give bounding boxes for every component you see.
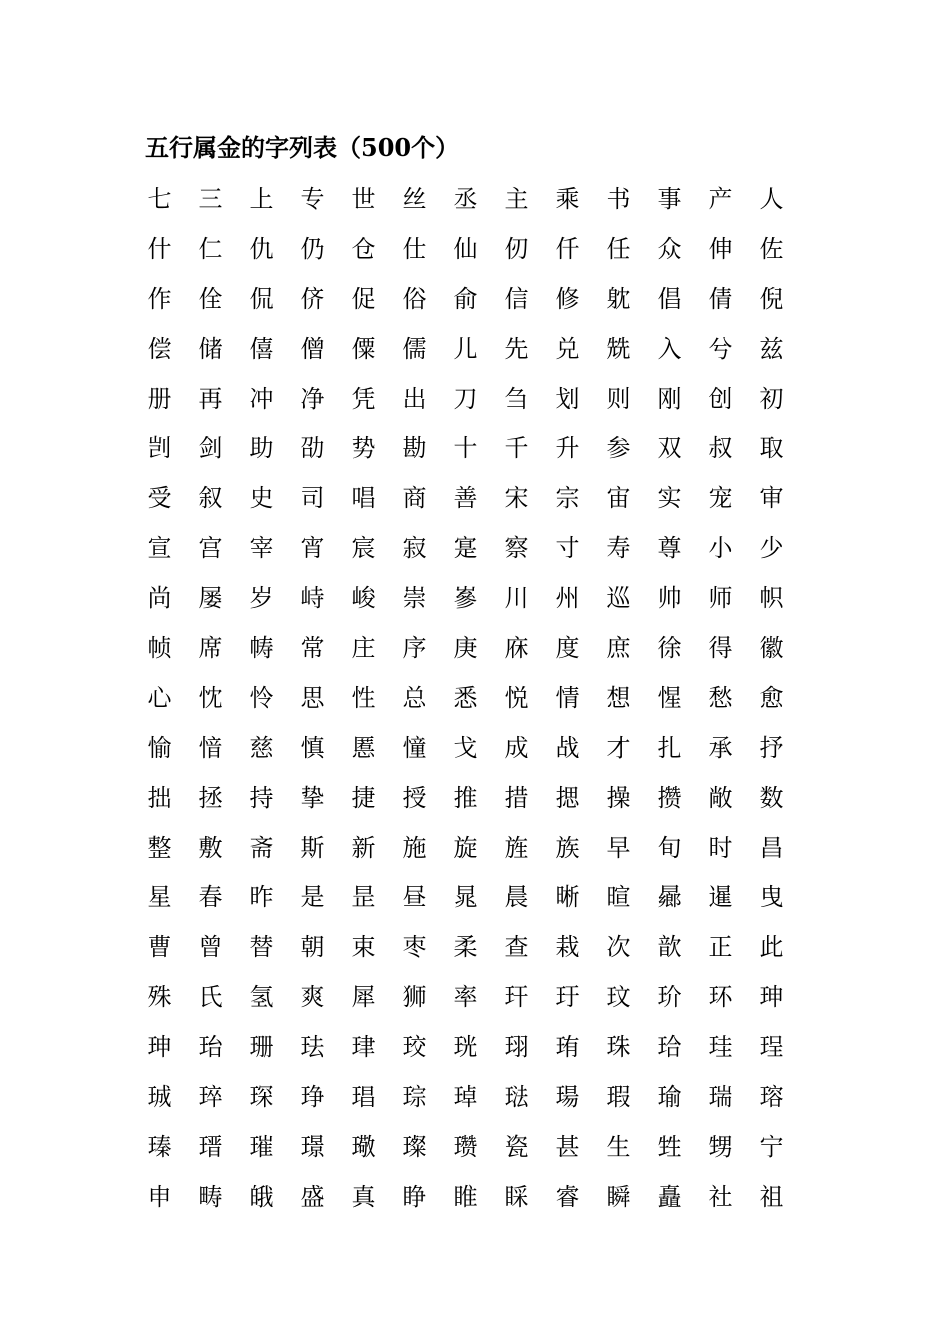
- character-cell: 惺: [657, 683, 682, 712]
- character-cell: 庚: [453, 633, 478, 662]
- character-cell: 再: [198, 384, 223, 413]
- character-cell: 曏: [657, 883, 682, 912]
- character-cell: 侪: [300, 284, 325, 313]
- character-cell: 专: [300, 184, 325, 213]
- character-cell: 司: [300, 484, 325, 513]
- character-cell: 柔: [453, 933, 478, 962]
- character-cell: 畴: [198, 1182, 223, 1211]
- character-cell: 珊: [249, 1033, 274, 1062]
- character-cell: 珵: [759, 1033, 784, 1062]
- character-cell: 性: [351, 683, 376, 712]
- character-cell: 持: [249, 783, 274, 812]
- character-cell: 仍: [300, 234, 325, 263]
- character-cell: 拯: [198, 783, 223, 812]
- character-cell: 徽: [759, 633, 784, 662]
- character-cell: 任: [606, 234, 631, 263]
- character-cell: 宙: [606, 484, 631, 513]
- character-cell: 寂: [402, 534, 427, 563]
- character-cell: 殊: [147, 983, 172, 1012]
- character-cell: 珪: [708, 1033, 733, 1062]
- character-cell: 珒: [351, 1033, 376, 1062]
- character-cell: 珐: [300, 1033, 325, 1062]
- character-cell: 受: [147, 484, 172, 513]
- character-cell: 愁: [708, 683, 733, 712]
- character-cell: 施: [402, 833, 427, 862]
- character-cell: 春: [198, 883, 223, 912]
- character-cell: 宫: [198, 534, 223, 563]
- character-cell: 则: [606, 384, 631, 413]
- character-cell: 瞬: [606, 1182, 631, 1211]
- character-cell: 措: [504, 783, 529, 812]
- character-cell: 川: [504, 584, 529, 613]
- character-cell: 珅: [147, 1033, 172, 1062]
- character-cell: 丞: [453, 184, 478, 213]
- character-cell: 栽: [555, 933, 580, 962]
- character-cell: 犀: [351, 983, 376, 1012]
- character-cell: 上: [249, 184, 274, 213]
- character-cell: 情: [555, 683, 580, 712]
- character-cell: 珠: [606, 1033, 631, 1062]
- character-cell: 珖: [453, 1033, 478, 1062]
- character-cell: 察: [504, 534, 529, 563]
- character-cell: 战: [555, 733, 580, 762]
- character-cell: 少: [759, 534, 784, 563]
- character-cell: 族: [555, 833, 580, 862]
- character-cell: 审: [759, 484, 784, 513]
- character-row: [134, 823, 798, 873]
- character-cell: 盛: [300, 1182, 325, 1211]
- character-cell: 入: [657, 334, 682, 363]
- character-cell: 寔: [453, 534, 478, 563]
- character-cell: 宰: [249, 534, 274, 563]
- character-cell: 丝: [402, 184, 427, 213]
- character-cell: 愈: [759, 683, 784, 712]
- character-cell: 悉: [453, 683, 478, 712]
- character-cell: 劭: [300, 434, 325, 463]
- character-cell: 得: [708, 633, 733, 662]
- character-cell: 取: [759, 434, 784, 463]
- character-cell: 瑕: [606, 1082, 631, 1111]
- character-cell: 佺: [198, 284, 223, 313]
- character-cell: 岁: [249, 584, 274, 613]
- character-cell: 伸: [708, 234, 733, 263]
- character-cell: 众: [657, 234, 682, 263]
- character-cell: 嵾: [453, 584, 478, 613]
- character-cell: 帧: [147, 633, 172, 662]
- character-cell: 兟: [606, 334, 631, 363]
- character-cell: 势: [351, 434, 376, 463]
- character-cell: 数: [759, 783, 784, 812]
- character-cell: 划: [555, 384, 580, 413]
- character-cell: 珝: [504, 1033, 529, 1062]
- character-cell: 庥: [504, 633, 529, 662]
- character-cell: 曾: [198, 933, 223, 962]
- character-cell: 查: [504, 933, 529, 962]
- character-cell: 双: [657, 434, 682, 463]
- character-cell: 帜: [759, 584, 784, 613]
- character-cell: 珹: [147, 1082, 172, 1111]
- character-cell: 社: [708, 1182, 733, 1211]
- character-cell: 琸: [453, 1082, 478, 1111]
- character-cell: 思: [300, 683, 325, 712]
- character-cell: 兮: [708, 334, 733, 363]
- character-cell: 峻: [351, 584, 376, 613]
- character-cell: 晨: [504, 883, 529, 912]
- character-cell: 睬: [504, 1182, 529, 1211]
- character-cell: 新: [351, 833, 376, 862]
- character-cell: 宵: [300, 534, 325, 563]
- character-cell: 揌: [555, 783, 580, 812]
- character-row: [134, 423, 798, 473]
- character-row: [134, 174, 798, 224]
- character-cell: 尚: [147, 584, 172, 613]
- character-cell: 昰: [351, 883, 376, 912]
- character-row: [134, 224, 798, 274]
- character-cell: 宸: [351, 534, 376, 563]
- character-cell: 倪: [759, 284, 784, 313]
- character-cell: 实: [657, 484, 682, 513]
- character-cell: 侃: [249, 284, 274, 313]
- character-row: [134, 374, 798, 424]
- character-cell: 书: [606, 184, 631, 213]
- character-cell: 早: [606, 833, 631, 862]
- character-cell: 徐: [657, 633, 682, 662]
- character-cell: 成: [504, 733, 529, 762]
- character-cell: 戈: [453, 733, 478, 762]
- character-cell: 仟: [555, 234, 580, 263]
- character-cell: 宣: [147, 534, 172, 563]
- character-cell: 承: [708, 733, 733, 762]
- character-cell: 晁: [453, 883, 478, 912]
- character-cell: 庶: [606, 633, 631, 662]
- character-cell: 生: [606, 1132, 631, 1161]
- character-cell: 僖: [249, 334, 274, 363]
- character-row: [134, 523, 798, 573]
- character-row: [134, 623, 798, 673]
- character-cell: 敞: [708, 783, 733, 812]
- character-cell: 序: [402, 633, 427, 662]
- character-cell: 斋: [249, 833, 274, 862]
- character-row: [134, 573, 798, 623]
- character-cell: 慎: [300, 733, 325, 762]
- character-cell: 心: [147, 683, 172, 712]
- character-cell: 玠: [657, 983, 682, 1012]
- character-cell: 三: [198, 184, 223, 213]
- character-row: [134, 922, 798, 972]
- character-cell: 什: [147, 234, 172, 263]
- character-cell: 瑢: [759, 1082, 784, 1111]
- character-cell: 瓷: [504, 1132, 529, 1161]
- character-cell: 促: [351, 284, 376, 313]
- character-cell: 帅: [657, 584, 682, 613]
- character-cell: 躭: [606, 284, 631, 313]
- character-cell: 正: [708, 933, 733, 962]
- character-row: [134, 1022, 798, 1072]
- character-cell: 乘: [555, 184, 580, 213]
- character-row: [134, 1072, 798, 1122]
- character-cell: 才: [606, 733, 631, 762]
- character-cell: 修: [555, 284, 580, 313]
- character-cell: 琤: [300, 1082, 325, 1111]
- character-cell: 仙: [453, 234, 478, 263]
- character-cell: 凭: [351, 384, 376, 413]
- character-cell: 偿: [147, 334, 172, 363]
- character-cell: 屡: [198, 584, 223, 613]
- character-cell: 仇: [249, 234, 274, 263]
- character-cell: 助: [249, 434, 274, 463]
- character-cell: 矗: [657, 1182, 682, 1211]
- character-cell: 善: [453, 484, 478, 513]
- character-cell: 甚: [555, 1132, 580, 1161]
- character-cell: 寸: [555, 534, 580, 563]
- character-cell: 俞: [453, 284, 478, 313]
- character-cell: 皒: [249, 1182, 274, 1211]
- character-cell: 斯: [300, 833, 325, 862]
- character-cell: 师: [708, 584, 733, 613]
- character-cell: 仁: [198, 234, 223, 263]
- character-grid: [134, 174, 798, 1222]
- character-cell: 珅: [759, 983, 784, 1012]
- character-cell: 唱: [351, 484, 376, 513]
- character-cell: 仓: [351, 234, 376, 263]
- character-cell: 琩: [351, 1082, 376, 1111]
- character-cell: 璀: [249, 1132, 274, 1161]
- character-cell: 宋: [504, 484, 529, 513]
- character-cell: 七: [147, 184, 172, 213]
- character-cell: 珨: [657, 1033, 682, 1062]
- character-cell: 册: [147, 384, 172, 413]
- character-cell: 初: [759, 384, 784, 413]
- character-cell: 倡: [657, 284, 682, 313]
- character-cell: 悦: [504, 683, 529, 712]
- character-cell: 暄: [606, 883, 631, 912]
- character-cell: 此: [759, 933, 784, 962]
- character-cell: 事: [657, 184, 682, 213]
- character-cell: 憧: [402, 733, 427, 762]
- character-cell: 次: [606, 933, 631, 962]
- character-cell: 抒: [759, 733, 784, 762]
- character-cell: 庄: [351, 633, 376, 662]
- character-cell: 昨: [249, 883, 274, 912]
- character-cell: 整: [147, 833, 172, 862]
- character-cell: 愔: [198, 733, 223, 762]
- character-cell: 推: [453, 783, 478, 812]
- character-cell: 刚: [657, 384, 682, 413]
- character-cell: 瑨: [198, 1132, 223, 1161]
- character-row: [134, 1122, 798, 1172]
- character-cell: 睢: [453, 1182, 478, 1211]
- character-cell: 儒: [402, 334, 427, 363]
- character-cell: 琛: [249, 1082, 274, 1111]
- character-cell: 瑜: [657, 1082, 682, 1111]
- character-cell: 峙: [300, 584, 325, 613]
- character-row: [134, 773, 798, 823]
- character-cell: 仕: [402, 234, 427, 263]
- character-cell: 宁: [759, 1132, 784, 1161]
- character-cell: 叙: [198, 484, 223, 513]
- character-cell: 晰: [555, 883, 580, 912]
- character-cell: 常: [300, 633, 325, 662]
- character-cell: 朝: [300, 933, 325, 962]
- character-cell: 珆: [198, 1033, 223, 1062]
- character-cell: 兑: [555, 334, 580, 363]
- character-cell: 总: [402, 683, 427, 712]
- character-row: [134, 274, 798, 324]
- character-cell: 瑞: [708, 1082, 733, 1111]
- character-cell: 帱: [249, 633, 274, 662]
- character-cell: 冲: [249, 384, 274, 413]
- character-cell: 瓒: [453, 1132, 478, 1161]
- character-cell: 席: [198, 633, 223, 662]
- character-cell: 仞: [504, 234, 529, 263]
- character-cell: 州: [555, 584, 580, 613]
- character-cell: 狮: [402, 983, 427, 1012]
- character-cell: 玟: [606, 983, 631, 1012]
- character-cell: 申: [147, 1182, 172, 1211]
- character-cell: 慝: [351, 733, 376, 762]
- character-cell: 瑒: [555, 1082, 580, 1111]
- character-cell: 人: [759, 184, 784, 213]
- character-cell: 剑: [198, 434, 223, 463]
- character-cell: 十: [453, 434, 478, 463]
- character-cell: 拙: [147, 783, 172, 812]
- character-cell: 曳: [759, 883, 784, 912]
- character-cell: 世: [351, 184, 376, 213]
- character-cell: 授: [402, 783, 427, 812]
- character-cell: 创: [708, 384, 733, 413]
- character-cell: 敷: [198, 833, 223, 862]
- character-cell: 祖: [759, 1182, 784, 1211]
- character-cell: 曹: [147, 933, 172, 962]
- character-cell: 商: [402, 484, 427, 513]
- character-cell: 玗: [555, 983, 580, 1012]
- character-cell: 勘: [402, 434, 427, 463]
- character-cell: 宠: [708, 484, 733, 513]
- character-cell: 净: [300, 384, 325, 413]
- character-cell: 挚: [300, 783, 325, 812]
- character-cell: 出: [402, 384, 427, 413]
- character-cell: 时: [708, 833, 733, 862]
- character-cell: 星: [147, 883, 172, 912]
- character-cell: 寿: [606, 534, 631, 563]
- character-cell: 睿: [555, 1182, 580, 1211]
- character-cell: 巡: [606, 584, 631, 613]
- character-cell: 产: [708, 184, 733, 213]
- character-cell: 参: [606, 434, 631, 463]
- character-cell: 是: [300, 883, 325, 912]
- character-cell: 作: [147, 284, 172, 313]
- page-title: 五行属金的字列表（500个）: [145, 133, 460, 162]
- character-row: [134, 473, 798, 523]
- character-row: [134, 324, 798, 374]
- character-cell: 珓: [402, 1033, 427, 1062]
- character-cell: 僳: [351, 334, 376, 363]
- character-cell: 度: [555, 633, 580, 662]
- character-cell: 昌: [759, 833, 784, 862]
- character-cell: 旌: [504, 833, 529, 862]
- character-cell: 刍: [504, 384, 529, 413]
- character-cell: 怜: [249, 683, 274, 712]
- character-cell: 俗: [402, 284, 427, 313]
- character-cell: 歆: [657, 933, 682, 962]
- character-cell: 佐: [759, 234, 784, 263]
- character-cell: 真: [351, 1182, 376, 1211]
- character-cell: 氏: [198, 983, 223, 1012]
- character-cell: 睁: [402, 1182, 427, 1211]
- character-cell: 储: [198, 334, 223, 363]
- character-cell: 儿: [453, 334, 478, 363]
- character-cell: 琗: [198, 1082, 223, 1111]
- character-cell: 琮: [402, 1082, 427, 1111]
- character-cell: 瑧: [147, 1132, 172, 1161]
- character-cell: 先: [504, 334, 529, 363]
- character-cell: 崇: [402, 584, 427, 613]
- character-cell: 史: [249, 484, 274, 513]
- character-cell: 宗: [555, 484, 580, 513]
- character-row: [134, 1172, 798, 1222]
- character-cell: 束: [351, 933, 376, 962]
- character-row: [134, 872, 798, 922]
- character-cell: 琺: [504, 1082, 529, 1111]
- character-cell: 枣: [402, 933, 427, 962]
- character-cell: 尊: [657, 534, 682, 563]
- character-cell: 旬: [657, 833, 682, 862]
- character-cell: 忱: [198, 683, 223, 712]
- character-cell: 兹: [759, 334, 784, 363]
- character-cell: 信: [504, 284, 529, 313]
- character-cell: 愉: [147, 733, 172, 762]
- character-cell: 甡: [657, 1132, 682, 1161]
- character-cell: 千: [504, 434, 529, 463]
- character-cell: 扎: [657, 733, 682, 762]
- character-cell: 昼: [402, 883, 427, 912]
- character-cell: 叔: [708, 434, 733, 463]
- character-cell: 珛: [555, 1033, 580, 1062]
- character-cell: 小: [708, 534, 733, 563]
- character-cell: 剀: [147, 434, 172, 463]
- character-cell: 爽: [300, 983, 325, 1012]
- character-cell: 僧: [300, 334, 325, 363]
- character-cell: 氢: [249, 983, 274, 1012]
- character-cell: 想: [606, 683, 631, 712]
- character-cell: 替: [249, 933, 274, 962]
- character-cell: 升: [555, 434, 580, 463]
- character-cell: 璥: [351, 1132, 376, 1161]
- character-cell: 慈: [249, 733, 274, 762]
- character-cell: 暹: [708, 883, 733, 912]
- character-cell: 操: [606, 783, 631, 812]
- character-cell: 旋: [453, 833, 478, 862]
- character-row: [134, 723, 798, 773]
- character-row: [134, 972, 798, 1022]
- character-cell: 捷: [351, 783, 376, 812]
- character-cell: 主: [504, 184, 529, 213]
- character-row: [134, 673, 798, 723]
- character-cell: 攒: [657, 783, 682, 812]
- character-cell: 环: [708, 983, 733, 1012]
- character-cell: 璟: [300, 1132, 325, 1161]
- character-cell: 甥: [708, 1132, 733, 1161]
- character-cell: 玕: [504, 983, 529, 1012]
- character-cell: 璨: [402, 1132, 427, 1161]
- character-cell: 刀: [453, 384, 478, 413]
- character-cell: 倩: [708, 284, 733, 313]
- character-cell: 率: [453, 983, 478, 1012]
